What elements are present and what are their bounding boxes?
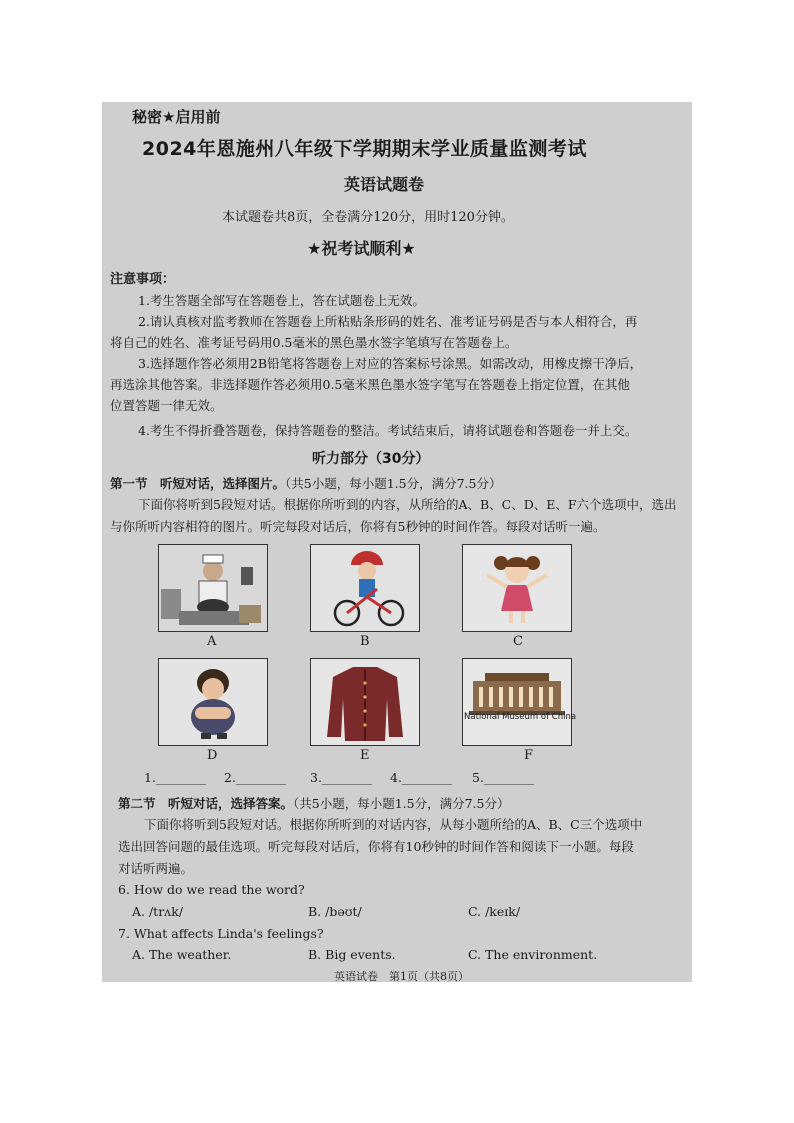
option-6c: C. /keɪk/	[468, 904, 521, 919]
note-line: 4.考生不得折叠答题卷，保持答题卷的整洁。考试结束后，请将试题卷和答题卷一并上交。	[138, 423, 638, 438]
note-line: 3.选择题作答必须用2B铅笔将答题卷上对应的答案标号涂黑。如需改动，用橡皮擦干净后，	[138, 356, 643, 371]
picture-label-d: D	[207, 748, 218, 763]
note-line: 2.请认真核对监考教师在答题卷上所粘贴条形码的姓名、准考证号码是否与本人相符合，再	[138, 314, 638, 329]
note-line: 将自己的姓名、准考证号码用0.5毫米的黑色墨水签字笔填写在答题卷上。	[110, 335, 518, 350]
section1-title: 第一节 听短对话，选择图片。	[110, 476, 286, 491]
section2-title: 第二节 听短对话，选择答案。	[118, 796, 294, 811]
section2-heading	[118, 794, 509, 812]
section2-meta: （共5小题，每小题1.5分，满分7.5分）	[293, 796, 510, 811]
answer-blank: 5.________	[472, 770, 534, 785]
answer-blank: 1.________	[144, 770, 206, 785]
museum-building-icon	[462, 658, 572, 746]
answer-blank: 4.________	[390, 770, 452, 785]
section1-meta: （共5小题，每小题1.5分，满分7.5分）	[285, 476, 502, 491]
cooking-boy-icon	[158, 544, 268, 632]
section2-instruction: 下面你将听到5段短对话。根据你所听到的对话内容，从每小题所给的A、B、C三个选项中	[144, 817, 643, 832]
exam-page	[102, 102, 692, 982]
sad-boy-icon	[158, 658, 268, 746]
section1-instruction: 下面你将听到5段短对话。根据你所听到的内容，从所给的A、B、C、D、E、F六个选项中，选出	[138, 497, 677, 512]
note-line: 1.考生答题全部写在答题卷上，答在试题卷上无效。	[138, 293, 425, 308]
picture-label-e: E	[360, 748, 370, 763]
girl-riding-bike-icon	[310, 544, 420, 632]
notes-heading: 注意事项：	[110, 272, 176, 287]
confidential-mark: 秘密★启用前	[132, 108, 221, 126]
note-line: 再选涂其他答案。非选择题作答必须用0.5毫米黑色墨水签字笔写在答题卷上指定位置，在其他	[110, 377, 630, 392]
note-line: 位置答题一律无效。	[110, 398, 223, 413]
good-luck-banner: ★祝考试顺利★	[307, 239, 416, 258]
answer-blank: 3.________	[310, 770, 372, 785]
question-7: 7. What affects Linda's feelings?	[118, 926, 324, 941]
happy-girl-icon	[462, 544, 572, 632]
option-7c: C. The environment.	[468, 947, 598, 962]
page-footer: 英语试卷 第1页（共8页）	[334, 970, 469, 982]
option-6b: B. /bəʊt/	[308, 904, 362, 919]
option-7b: B. Big events.	[308, 947, 396, 962]
section1-heading	[110, 474, 501, 492]
picture-label-c: C	[513, 634, 523, 649]
option-6a: A. /trʌk/	[132, 904, 184, 919]
listening-heading: 听力部分（30分）	[312, 451, 430, 467]
question-6: 6. How do we read the word?	[118, 882, 305, 897]
exam-title: 2024年恩施州八年级下学期期末学业质量监测考试	[142, 138, 587, 160]
exam-info: 本试题卷共8页，全卷满分120分，用时120分钟。	[222, 210, 514, 225]
picture-label-a: A	[207, 634, 217, 649]
section1-instruction: 与你所听内容相符的图片。听完每段对话后，你将有5秒钟的时间作答。每段对话听一遍。	[110, 519, 606, 534]
option-7a: A. The weather.	[132, 947, 232, 962]
picture-label-b: B	[360, 634, 370, 649]
picture-label-f: F	[524, 748, 534, 763]
section2-instruction: 对话听两遍。	[118, 861, 194, 876]
exam-subtitle: 英语试题卷	[344, 175, 425, 194]
section2-instruction: 选出回答问题的最佳选项。听完每段对话后，你将有10秒钟的时间作答和阅读下一小题。每段	[118, 839, 634, 854]
answer-blank: 2.________	[224, 770, 286, 785]
tang-jacket-icon	[310, 658, 420, 746]
museum-caption: National Museum of China	[464, 712, 577, 722]
